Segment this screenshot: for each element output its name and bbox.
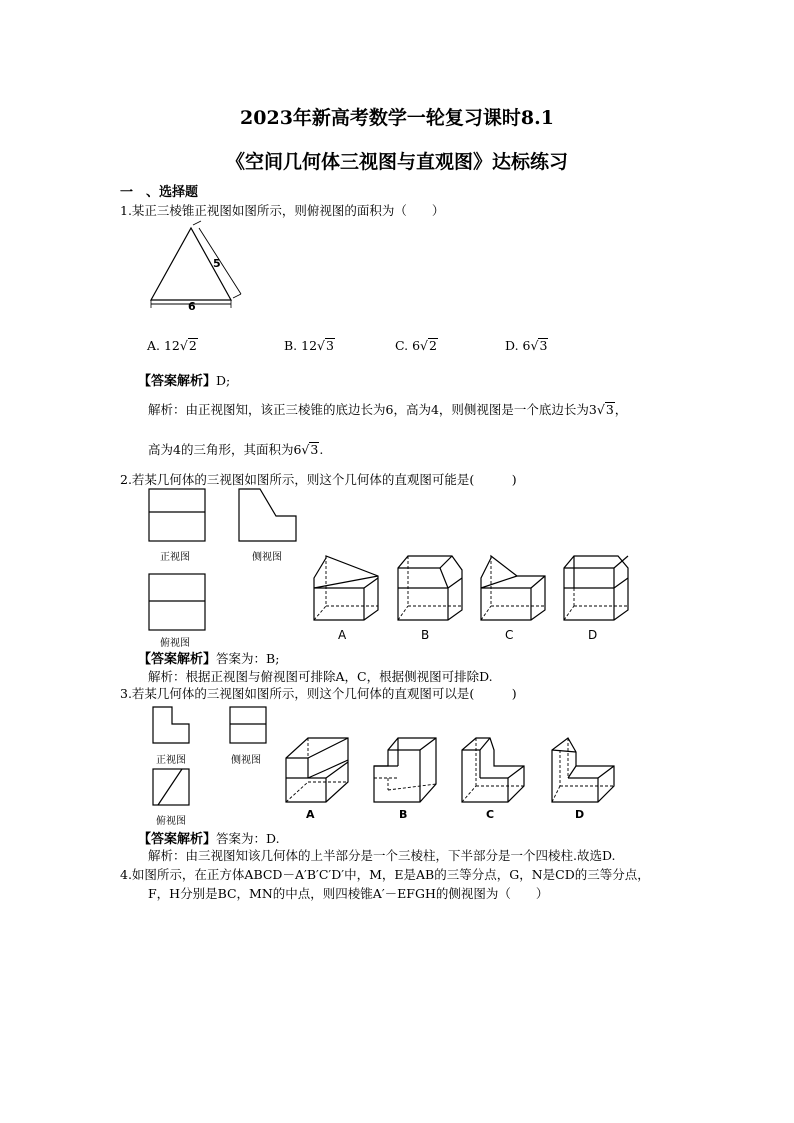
section-heading: 一 、选择题: [120, 185, 199, 200]
q2-choice-b-figure: [390, 548, 466, 623]
q1-base-label: 6: [188, 300, 196, 313]
page-subtitle: 《空间几何体三视图与直观图》达标练习: [225, 151, 568, 173]
q2-choice-b-label: B: [421, 628, 430, 642]
question-1-text: 1.某正三棱锥正视图如图所示，则俯视图的面积为（ ）: [120, 203, 445, 218]
q2-choice-a-label: A: [338, 628, 347, 642]
q3-explanation: 解析：由三视图知该几何体的上半部分是一个三棱柱，下半部分是一个四棱柱.故选D.: [148, 848, 616, 863]
q3-choice-a-label: A: [306, 808, 315, 821]
q1-side-label: 5: [213, 257, 221, 270]
q1-option-c: C. 6√2: [395, 338, 437, 353]
q2-top-view-figure: [148, 573, 208, 633]
q1-explanation-line1: 解析：由正视图知，该正三棱锥的底边长为6，高为4，则侧视图是一个底边长为3√3，: [148, 402, 628, 417]
q2-side-caption: 侧视图: [252, 552, 282, 563]
q2-top-caption: 俯视图: [160, 638, 190, 649]
q3-choice-c-label: C: [486, 808, 495, 821]
q3-side-caption: 侧视图: [231, 755, 261, 766]
q2-front-caption: 正视图: [160, 552, 190, 563]
q2-choice-d-figure: [556, 548, 632, 623]
q3-front-view-figure: [152, 706, 192, 746]
q2-front-view-figure: [148, 488, 208, 543]
q1-answer: 【答案解析】D;: [138, 373, 231, 389]
q2-choice-a-figure: [306, 548, 382, 623]
q1-explanation-line2: 高为4的三角形，其面积为6√3.: [148, 442, 324, 457]
q3-choice-c-figure: [458, 736, 530, 806]
question-2-text: 2.若某几何体的三视图如图所示，则这个几何体的直观图可能是( ): [120, 472, 517, 487]
page-title: 2023年新高考数学一轮复习课时8.1: [240, 107, 554, 129]
q3-choice-b-label: B: [399, 808, 408, 821]
q2-side-view-figure: [238, 488, 300, 543]
q3-choice-d-label: D: [575, 808, 585, 821]
q3-top-view-figure: [152, 768, 192, 808]
q3-side-view-figure: [229, 706, 269, 746]
q3-answer: 【答案解析】答案为：D.: [138, 831, 280, 847]
q1-option-a: A. 12√2: [147, 338, 197, 353]
q2-choice-c-figure: [473, 548, 549, 623]
q3-choice-a-figure: [282, 736, 354, 806]
q3-choice-d-figure: [548, 736, 620, 806]
q3-top-caption: 俯视图: [156, 816, 186, 827]
q2-choice-c-label: C: [505, 628, 514, 642]
question-4-line2: F，H分别是BC，MN的中点，则四棱锥A′－EFGH的侧视图为（ ）: [148, 886, 549, 901]
q2-choice-d-label: D: [588, 628, 598, 642]
q3-front-caption: 正视图: [156, 755, 186, 766]
q1-option-d: D. 6√3: [505, 338, 548, 353]
q2-explanation: 解析：根据正视图与俯视图可排除A，C，根据侧视图可排除D.: [148, 669, 493, 684]
q3-choice-b-figure: [370, 736, 442, 806]
q2-answer: 【答案解析】答案为：B;: [138, 651, 280, 667]
question-4-line1: 4.如图所示，在正方体ABCD－A′B′C′D′中，M，E是AB的三等分点，G，N是CD的三等分点，: [120, 867, 650, 882]
question-3-text: 3.若某几何体的三视图如图所示，则这个几何体的直观图可以是( ): [120, 686, 517, 701]
q1-option-b: B. 12√3: [284, 338, 334, 353]
